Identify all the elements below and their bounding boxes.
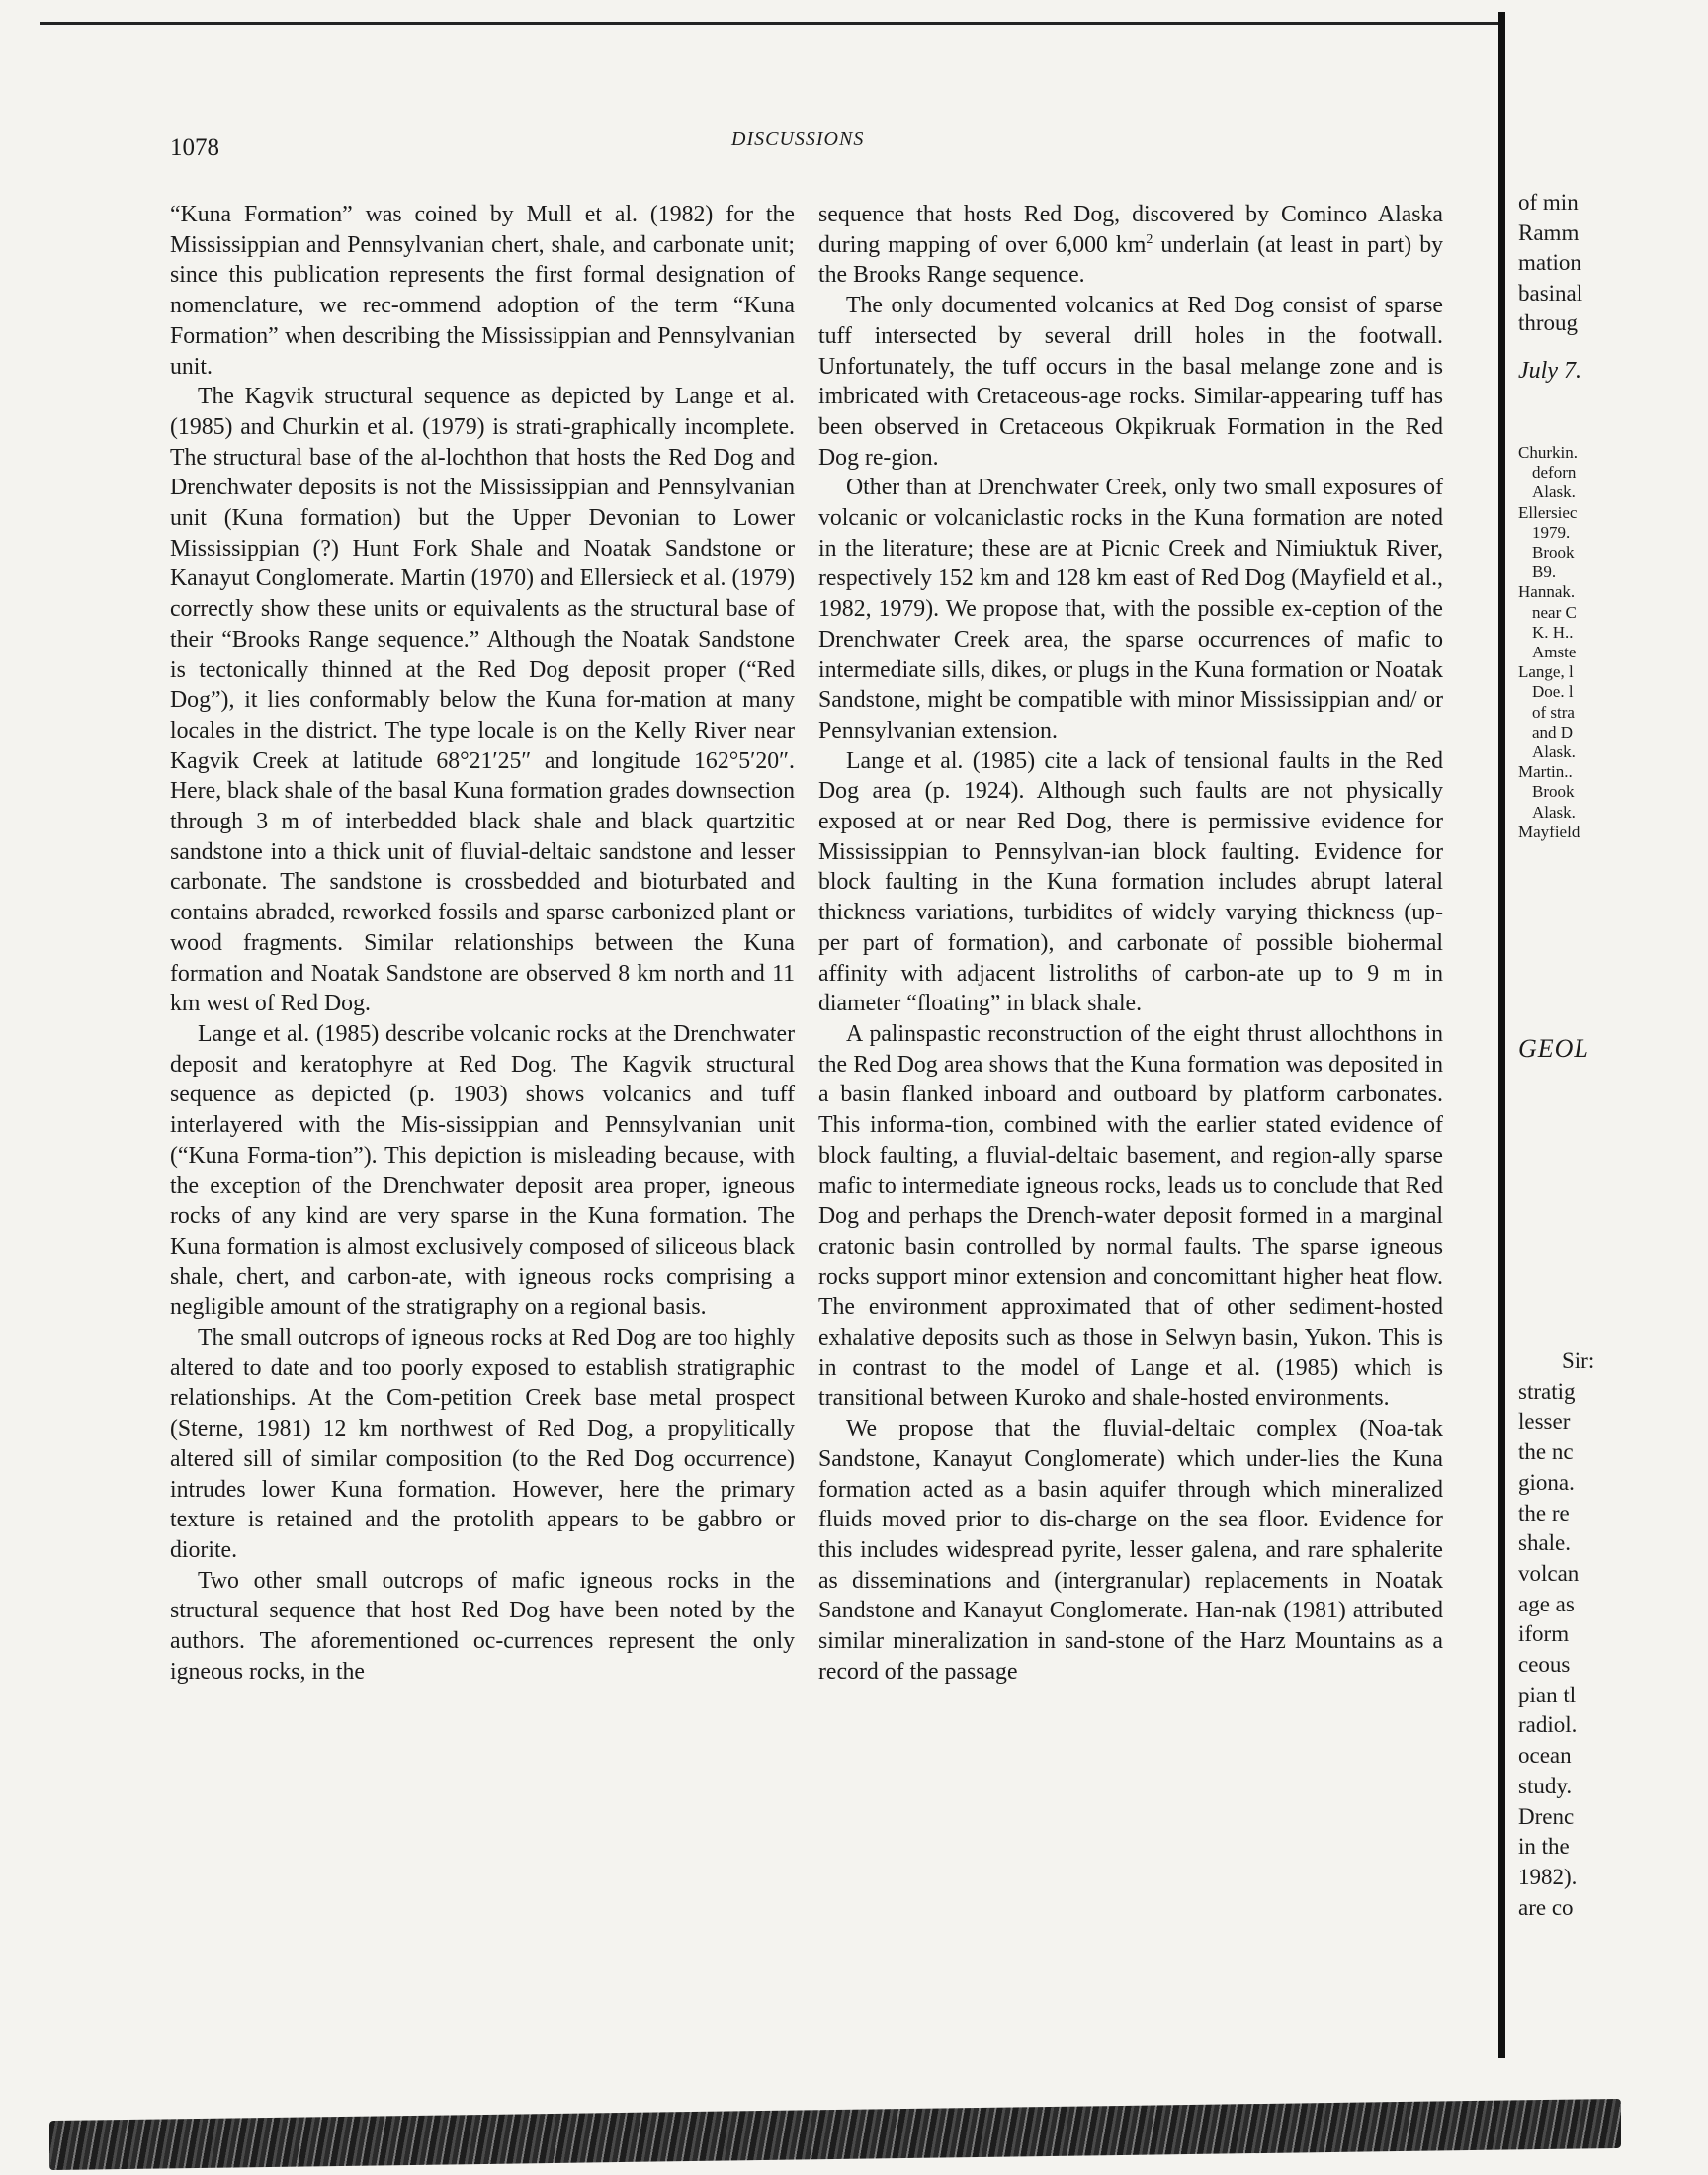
scan-edge-shadow	[49, 2099, 1621, 2170]
fragment-reference: Churkin.	[1518, 443, 1578, 462]
paragraph: The small outcrops of igneous rocks at Red Dog are too highly altered to date and too poorly exposed to establish stratigraphic relationships. At the Com-petition Creek base metal prospect (Sterne, 1981) 12 km northwest of Red Dog, a propylitically altered sill of similar composition (to the Red Dog occurrence) intrudes lower Kuna formation. However, here the primary texture is retained and the protolith appears to be gabbro or diorite.	[170, 1325, 795, 1563]
paragraph: The only documented volcanics at Red Dog consist of sparse tuff intersected by several drill holes in the footwall. Unfortunately, the tuff occurs in the basal melange zone and is imbricated with Cretaceous-age rocks. Similar-appearing tuff has been observed in Cretaceous Okpikruak Formation in the Red Dog re-gion.	[818, 293, 1443, 471]
fragment-reference: Ellersiec	[1518, 502, 1578, 522]
fragment-line: the re	[1518, 1500, 1570, 1525]
fragment-line: stratig	[1518, 1378, 1576, 1404]
fragment-line: giona.	[1518, 1469, 1575, 1495]
fragment-line: in the	[1518, 1834, 1570, 1860]
text-run: underlain (at least in part) by the Brooks Range sequence.	[818, 231, 1443, 289]
fragment-line: age as	[1518, 1591, 1575, 1616]
fragment-line: the nc	[1518, 1439, 1574, 1465]
fragment-date: July 7.	[1518, 358, 1581, 384]
fragment-line: iform	[1518, 1621, 1570, 1647]
page-number: 1078	[170, 134, 219, 161]
fragment-reference: Doe. l	[1532, 682, 1574, 702]
fragment-reference: Lange, l	[1518, 662, 1574, 682]
paragraph: “Kuna Formation” was coined by Mull et al. (1982) for the Mississippian and Pennsylvanian chert, shale, and carbonate unit; since this publication represents the first formal designation of nomenclature, we rec-ommend adoption of the term “Kuna Formation” when describing the Mississippian and Pennsylvanian unit.	[170, 202, 795, 380]
fragment-reference: of stra	[1532, 702, 1575, 722]
fragment-line: throug	[1518, 310, 1579, 335]
paragraph: The Kagvik structural sequence as depicted by Lange et al. (1985) and Churkin et al. (1979) is strati-graphically incomplete. The structural base of the al-lochthon that hosts the Red Dog and Drenchwater deposits is not the Mississippian and Pennsylvanian unit (Kuna formation) but the Upper Devonian to Lower Mississippian (?) Hunt Fork Shale and Noatak Sandstone or Kanayut Conglomerate. Martin (1970) and Ellersieck et al. (1979) correctly show these units or equivalents as the structural base of their “Brooks Range sequence.” Although the Noatak Sandstone is tectonically thinned at the Red Dog deposit proper (“Red Dog”), it lies conformably below the Kuna for-mation at many locales in the district. The type locale is on the Kelly River near Kagvik Creek at latitude 68°21′25″ and longitude 162°5′20″. Here, black shale of the basal Kuna formation grades downsection through 3 m of interbedded black shale and black quartzitic sandstone into a thick unit of fluvial-deltaic sandstone and lesser carbonate. The sandstone is crossbedded and bioturbated and contains abraded, reworked fossils and sparse carbonized plant or wood fragments. Similar relationships between the Kuna formation and Noatak Sandstone are observed 8 km north and 11 km west of Red Dog.	[170, 384, 795, 1017]
page-top-border	[40, 22, 1502, 25]
text-run: sequence that hosts Red Dog, discovered by Cominco Alaska during mapping of over 6,000 km	[818, 202, 1443, 258]
fragment-line: of min	[1518, 190, 1579, 215]
fragment-line: 1982).	[1518, 1864, 1578, 1889]
fragment-line: basinal	[1518, 280, 1583, 305]
left-text-column	[170, 200, 795, 1687]
fragment-line: ceous	[1518, 1652, 1571, 1677]
fragment-line: volcan	[1518, 1560, 1580, 1586]
fragment-line: mation	[1518, 250, 1581, 275]
fragment-line: Ramm	[1518, 219, 1580, 245]
superscript: 2	[1146, 231, 1153, 247]
fragment-line: Sir:	[1562, 1348, 1595, 1373]
fragment-reference: Alask.	[1532, 482, 1576, 502]
paragraph	[818, 200, 1443, 291]
fragment-reference: Brook	[1532, 782, 1575, 802]
fragment-reference: K. H..	[1532, 622, 1574, 642]
fragment-line: shale.	[1518, 1530, 1572, 1556]
fragment-line: Drenc	[1518, 1803, 1575, 1829]
fragment-reference: Hannak.	[1518, 582, 1576, 602]
paragraph: Lange et al. (1985) describe volcanic rocks at the Drenchwater deposit and keratophyre at Red Dog. The Kagvik structural sequence as depicted (p. 1903) shows volcanics and tuff interlayered with the Mis-sissippian and Pennsylvanian unit (“Kuna Forma-tion”). This depiction is misleading because, with the exception of the Drenchwater deposit area proper, igneous rocks of any kind are very sparse in the Kuna formation. The Kuna formation is almost exclusively composed of siliceous black shale, chert, and carbon-ate, with igneous rocks comprising a negligible amount of the stratigraphy on a regional basis.	[170, 1020, 795, 1321]
fragment-reference: deforn	[1532, 463, 1577, 482]
paragraph: Two other small outcrops of mafic igneous rocks in the structural sequence that host Red Dog have been noted by the authors. The aforementioned oc-currences represent the only igneous rocks, in the	[170, 1567, 795, 1685]
fragment-reference: near C	[1532, 602, 1577, 622]
paragraph: A palinspastic reconstruction of the eight thrust allochthons in the Red Dog area shows that the Kuna formation was deposited in a basin flanked inboard and outboard by platform carbonates. This informa-tion, combined with the earlier stated evidence of block faulting, a fluvial-deltaic basement, and region-ally sparse mafic to intermediate igneous rocks, leads us to conclude that Red Dog and perhaps the Drench-water deposit formed in a marginal cratonic basin controlled by normal faults. The sparse igneous rocks support minor extension and concomittant higher heat flow. The environment approximated that of other sediment-hosted exhalative deposits such as those in Selwyn basin, Yukon. This is in contrast to the model of Lange et al. (1985) which is transitional between Kuroko and shale-hosted environments.	[818, 1020, 1443, 1412]
fragment-reference: Mayfield	[1518, 822, 1580, 841]
fragment-reference: 1979.	[1532, 522, 1571, 542]
fragment-line: ocean	[1518, 1743, 1572, 1769]
next-page-fragment	[1518, 0, 1676, 2076]
fragment-reference: and D	[1532, 722, 1574, 741]
paragraph: Lange et al. (1985) cite a lack of tensional faults in the Red Dog area (p. 1924). Although such faults are not physically exposed at or near Red Dog, there is permissive evidence for Mississippian to Pennsylvan-ian block faulting. Evidence for block faulting in the Kuna formation includes abrupt lateral thickness variations, turbidites of widely varying thickness (up-per part of formation), and carbonate of possible biohermal affinity with adjacent listroliths of carbon-ate up to 9 m in diameter “floating” in black shale.	[818, 747, 1443, 1017]
fragment-line: radiol.	[1518, 1712, 1578, 1738]
paragraph: Other than at Drenchwater Creek, only two small exposures of volcanic or volcaniclastic rocks in the Kuna formation are noted in the literature; these are at Picnic Creek and Nimiuktuk River, respectively 152 km and 128 km east of Red Dog (Mayfield et al., 1982, 1979). We propose that, with the possible ex-ception of the Drenchwater Creek area, the sparse occurrences of mafic to intermediate sills, dikes, or plugs in the Kuna formation or Noatak Sandstone, might be compatible with minor Mississippian and/ or Pennsylvanian extension.	[818, 475, 1443, 743]
fragment-reference: B9.	[1532, 563, 1557, 582]
paragraph: We propose that the fluvial-deltaic complex (Noa-tak Sandstone, Kanayut Conglomerate) which under-lies the Kuna formation acted as a basin aquifer through which mineralized fluids moved prior to dis-charge on the sea floor. Evidence for this includes widespread pyrite, lesser galena, and rare sphalerite as disseminations and (intergranular) replacements in Noatak Sandstone and Kanayut Conglomerate. Han-nak (1981) attributed similar mineralization in sand-stone of the Harz Mountains as a record of the passage	[818, 1416, 1443, 1685]
fragment-line: are co	[1518, 1894, 1574, 1920]
fragment-heading: GEOL	[1518, 1034, 1589, 1063]
fragment-line: study.	[1518, 1773, 1573, 1798]
fragment-line: lesser	[1518, 1409, 1571, 1435]
fragment-reference: Amste	[1532, 643, 1577, 661]
fragment-line: pian tl	[1518, 1682, 1577, 1707]
binding-gutter-line	[1498, 12, 1505, 2058]
middle-text-column	[818, 200, 1443, 1687]
fragment-reference: Alask.	[1532, 742, 1576, 761]
fragment-reference: Martin..	[1518, 762, 1573, 782]
fragment-reference: Brook	[1532, 543, 1575, 562]
fragment-reference: Alask.	[1532, 802, 1576, 822]
running-head: DISCUSSIONS	[731, 129, 865, 150]
